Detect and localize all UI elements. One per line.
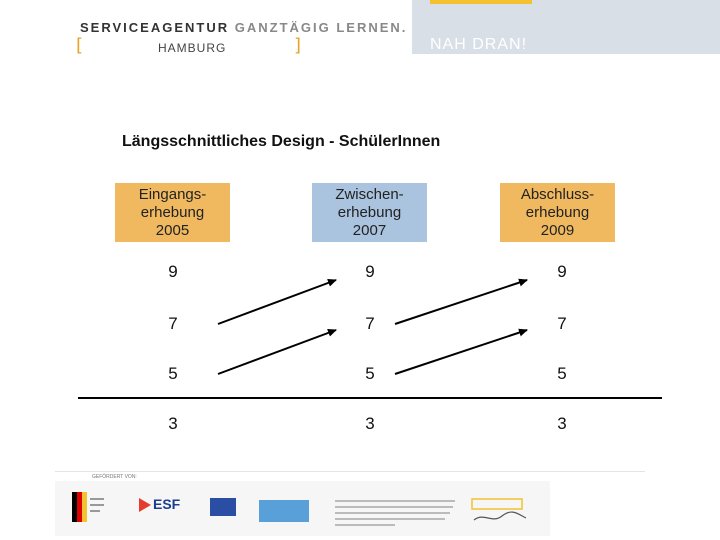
arrow-2005-7-to-2007-9 xyxy=(218,280,336,324)
footer-divider xyxy=(55,471,645,472)
esf-logo xyxy=(137,496,187,526)
grade-cell-2007-9: 9 xyxy=(365,262,375,281)
youth-program-logo xyxy=(259,500,309,522)
footer-sponsored-by: GEFÖRDERT VON: xyxy=(92,474,137,480)
grade-cell-2005-9: 9 xyxy=(168,262,178,281)
bracket-close: ] xyxy=(294,35,302,56)
banner-slogan: NAH DRAN! xyxy=(430,36,528,53)
column-header-entry: Eingangs- erhebung 2005 xyxy=(115,183,230,242)
nah-dran-logo xyxy=(470,496,530,526)
slide-title: Längsschnittliches Design - SchülerInnen xyxy=(122,133,441,150)
grade-cell-2005-7: 7 xyxy=(168,314,178,333)
cohort-separator-line xyxy=(78,397,662,399)
grade-cell-2009-5: 5 xyxy=(557,364,567,383)
org-name-main: SERVICEAGENTUR xyxy=(80,20,230,35)
program-description-block xyxy=(335,498,460,528)
grade-cell-2009-7: 7 xyxy=(557,314,567,333)
column-header-final: Abschluss- erhebung 2009 xyxy=(500,183,615,242)
column-header-middle: Zwischen- erhebung 2007 xyxy=(312,183,427,242)
org-city: HAMBURG xyxy=(158,41,227,55)
eu-flag-logo xyxy=(210,498,236,516)
arrow-2007-5-to-2009-7 xyxy=(395,330,527,374)
grade-cell-2007-5: 5 xyxy=(365,364,375,383)
grade-cell-2005-5: 5 xyxy=(168,364,178,383)
bracket-open: [ xyxy=(76,35,84,56)
grade-cell-2007-3: 3 xyxy=(365,414,375,433)
org-name-highlight: GANZTÄGIG LERNEN. xyxy=(234,20,408,35)
grade-cell-2009-9: 9 xyxy=(557,262,567,281)
arrow-2007-7-to-2009-9 xyxy=(395,280,527,324)
federal-eagle-logo xyxy=(66,488,106,528)
grade-cell-2009-3: 3 xyxy=(557,414,567,433)
grade-cell-2005-3: 3 xyxy=(168,414,178,433)
esf-logo-text: ESF xyxy=(153,496,181,512)
arrow-2005-5-to-2007-7 xyxy=(218,330,336,374)
grade-cell-2007-7: 7 xyxy=(365,314,375,333)
